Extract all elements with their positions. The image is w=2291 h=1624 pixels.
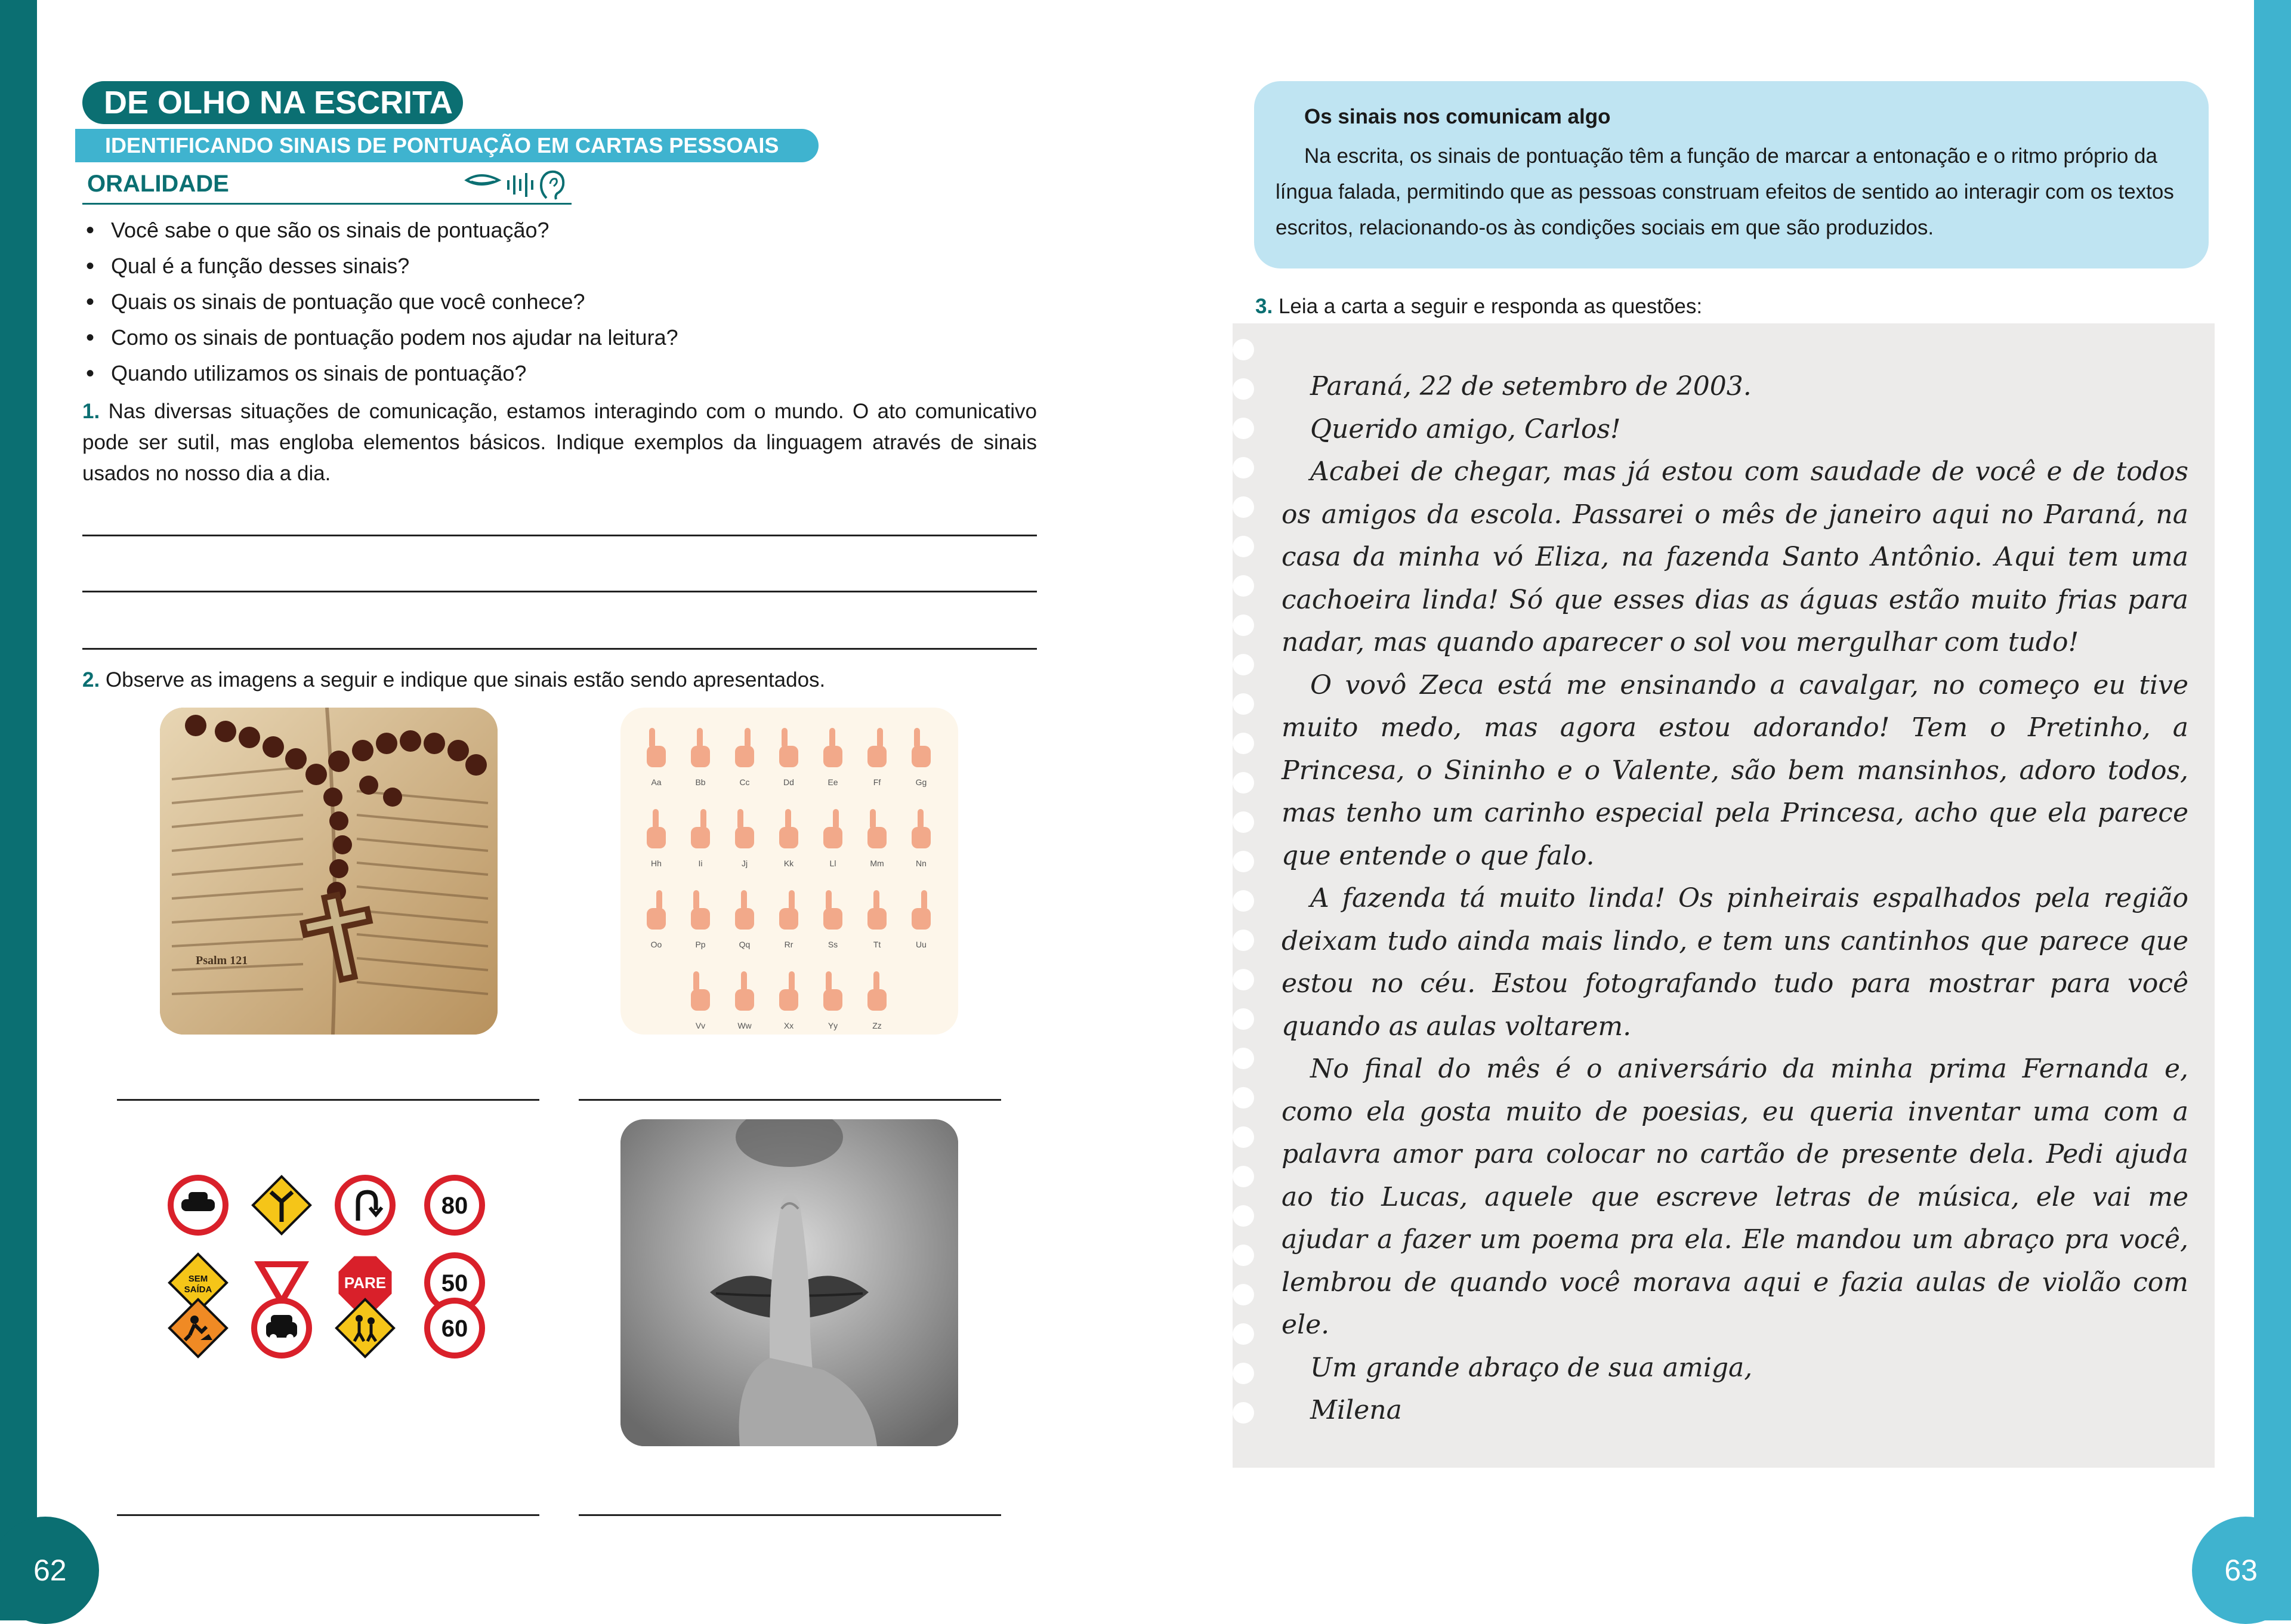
rosary-bible-image xyxy=(160,708,498,1035)
question-2 xyxy=(82,668,825,692)
alphabet-letter-label: Zz xyxy=(872,1021,882,1030)
hand-sign-ff xyxy=(867,728,887,787)
hand-sign-uu xyxy=(912,890,931,949)
info-box-title: Os sinais nos comunicam algo xyxy=(1304,105,1611,128)
answer-line[interactable] xyxy=(82,591,1037,592)
page-number-left: 62 xyxy=(0,1517,99,1624)
children-crossing-sign xyxy=(336,1299,394,1357)
margin-hole xyxy=(1233,536,1254,557)
bullet-item: • Qual é a função desses sinais? xyxy=(82,248,1037,284)
alphabet-letter-label: Jj xyxy=(741,859,748,868)
svg-text:60: 60 xyxy=(441,1316,468,1342)
alphabet-letter-label: Ww xyxy=(737,1021,752,1030)
hand-sign-mm xyxy=(867,809,887,868)
speed-limit-60-sign xyxy=(427,1301,482,1356)
sign-language-alphabet-image xyxy=(620,708,958,1035)
hand-sign-zz xyxy=(867,971,887,1030)
letter-paragraph: O vovô Zeca está me ensinando a cavalgar, no começo eu tive muito medo, mas agora estou adorando! Tem o Pretinho, a Princesa, o Sininho e o Valente, são bem mansinhos, adoro todos, mas tenho um carinho especial pela Princesa, acho que ela parece que entende o que falo. xyxy=(1282,669,2188,871)
hand-sign-vv xyxy=(691,971,710,1030)
no-overtaking-sign xyxy=(254,1301,309,1356)
hand-sign-nn xyxy=(912,809,931,868)
bible-psalm-label: Psalm 121 xyxy=(196,954,248,967)
margin-hole xyxy=(1233,1323,1254,1345)
margin-hole xyxy=(1233,1363,1254,1384)
alphabet-letter-label: Oo xyxy=(650,940,662,949)
oralidade-underline xyxy=(82,203,572,205)
letter-greeting: Querido amigo, Carlos! xyxy=(1310,413,1621,444)
alphabet-letter-label: Uu xyxy=(916,940,927,949)
margin-hole xyxy=(1233,457,1254,478)
road-works-sign xyxy=(169,1299,227,1357)
alphabet-letter-label: Xx xyxy=(783,1021,794,1030)
margin-hole xyxy=(1233,418,1254,439)
hand-sign-rr xyxy=(779,890,798,949)
hand-sign-ee xyxy=(823,728,842,787)
margin-hole xyxy=(1233,772,1254,794)
svg-text:SAÍDA: SAÍDA xyxy=(184,1285,212,1295)
hand-sign-ss xyxy=(823,890,842,949)
svg-text:PARE: PARE xyxy=(344,1274,387,1292)
alphabet-letter-label: Vv xyxy=(695,1021,706,1030)
letter-paragraph: Acabei de chegar, mas já estou com saudade de você e de todos os amigos da escola. Passarei o mês de janeiro aqui no Paraná, na casa da minha vó Eliza, na fazenda Santo Antônio. Aqui tem uma cachoeira linda! Só que esses dias as águas estão muito frias para nadar, mas quando aparecer o sol vou mergulhar com tudo! xyxy=(1282,456,2188,657)
margin-hole xyxy=(1233,890,1254,912)
question-1 xyxy=(82,396,1037,489)
margin-hole xyxy=(1233,615,1254,636)
info-box-text: Na escrita, os sinais de pontuação têm a função de marcar a entonação e o ritmo próprio da língua falada, permitindo que as pessoas construam efeitos de sentido ao interagir com os textos escritos, relacionando-os às condições sociais em que são produzidos. xyxy=(1276,144,2174,239)
question-3 xyxy=(1255,295,1702,319)
no-cars-sign xyxy=(171,1178,226,1233)
margin-hole xyxy=(1233,1245,1254,1266)
answer-line[interactable] xyxy=(82,648,1037,650)
alphabet-letter-label: Pp xyxy=(695,940,706,949)
letter-date: Paraná, 22 de setembro de 2003. xyxy=(1310,371,1752,402)
speed-limit-80-sign xyxy=(427,1178,482,1233)
section-subtitle: IDENTIFICANDO SINAIS DE PONTUAÇÃO EM CARTAS PESSOAIS xyxy=(75,129,819,162)
bullet-item: • Você sabe o que são os sinais de pontuação? xyxy=(82,212,1037,248)
page-number-right: 63 xyxy=(2192,1517,2291,1624)
alphabet-letter-label: Dd xyxy=(783,777,794,787)
margin-hole xyxy=(1233,496,1254,518)
hand-sign-kk xyxy=(779,809,798,868)
oralidade-label: ORALIDADE xyxy=(87,171,229,197)
margin-hole xyxy=(1233,851,1254,872)
letter-signature: Milena xyxy=(1310,1395,1402,1425)
question-1-number: 1. xyxy=(82,400,100,423)
right-side-bar xyxy=(2254,0,2291,1620)
answer-line[interactable] xyxy=(117,1514,539,1516)
alphabet-letter-label: Nn xyxy=(916,859,927,868)
alphabet-letter-label: Gg xyxy=(915,777,927,787)
alphabet-letter-label: Ss xyxy=(828,940,838,949)
alphabet-letter-label: Ff xyxy=(873,777,881,787)
hand-sign-tt xyxy=(867,890,887,949)
no-u-turn-sign xyxy=(338,1178,393,1233)
margin-hole xyxy=(1233,1205,1254,1227)
margin-hole xyxy=(1233,1048,1254,1069)
bullet-item: • Como os sinais de pontuação podem nos ajudar na leitura? xyxy=(82,320,1037,356)
hand-sign-gg xyxy=(912,728,931,787)
hand-sign-xx xyxy=(779,971,798,1030)
svg-text:80: 80 xyxy=(441,1193,468,1219)
margin-hole xyxy=(1233,1166,1254,1187)
hand-sign-pp xyxy=(691,890,710,949)
hand-sign-qq xyxy=(735,890,754,949)
margin-hole xyxy=(1233,693,1254,715)
margin-hole xyxy=(1233,1008,1254,1030)
alphabet-letter-label: Hh xyxy=(651,859,662,868)
margin-hole xyxy=(1233,1087,1254,1109)
speaking-ear-icon xyxy=(463,167,570,203)
margin-hole xyxy=(1233,811,1254,833)
question-3-text: Leia a carta a seguir e responda as questões: xyxy=(1278,295,1703,318)
letter-paragraph: A fazenda tá muito linda! Os pinheirais espalhados pela região deixam tudo ainda mais lindo, e tem uns cantinhos que parece que estou no céu. Estou fotografando tudo para mostrar para você quando as aulas voltarem. xyxy=(1282,883,2188,1042)
alphabet-letter-label: Rr xyxy=(784,940,793,949)
alphabet-letter-label: Ee xyxy=(828,777,838,787)
alphabet-letter-label: Yy xyxy=(828,1021,838,1030)
info-box xyxy=(1254,81,2209,268)
answer-line[interactable] xyxy=(82,535,1037,536)
margin-hole xyxy=(1233,733,1254,754)
hand-sign-ww xyxy=(735,971,754,1030)
question-2-text: Observe as imagens a seguir e indique que sinais estão sendo apresentados. xyxy=(105,668,826,691)
alphabet-letter-label: Kk xyxy=(783,859,794,868)
question-3-number: 3. xyxy=(1255,295,1273,318)
margin-hole xyxy=(1233,378,1254,400)
hand-sign-ll xyxy=(823,809,842,868)
answer-line[interactable] xyxy=(579,1514,1001,1516)
alphabet-letter-label: Cc xyxy=(739,777,750,787)
margin-hole xyxy=(1233,339,1254,360)
question-1-text: Nas diversas situações de comunicação, estamos interagindo com o mundo. O ato comunicativo pode ser sutil, mas engloba elementos básicos. Indique exemplos da linguagem através de sinais usados no nosso dia a dia. xyxy=(82,400,1037,485)
svg-text:50: 50 xyxy=(441,1270,468,1296)
alphabet-letter-label: Tt xyxy=(873,940,881,949)
answer-line[interactable] xyxy=(579,1099,1001,1101)
margin-hole xyxy=(1233,1402,1254,1424)
margin-hole xyxy=(1233,969,1254,990)
margin-hole xyxy=(1233,930,1254,951)
section-title: DE OLHO NA ESCRITA xyxy=(82,81,463,124)
hand-sign-cc xyxy=(735,728,754,787)
letter-paragraph: No final do mês é o aniversário da minha prima Fernanda e, como ela gosta muito de poesias, eu queria inventar uma com a palavra amor para colocar no cartão de presente dela. Pedi ajuda ao tio Lucas, aquele que escreve letras de música, ele vai me ajudar a fazer um poema pra ela. Ele mandou um abraço pra você, lembrou de quando você morava aqui e fazia aulas de violão com ele. xyxy=(1282,1054,2188,1340)
margin-hole xyxy=(1233,1284,1254,1305)
answer-line[interactable] xyxy=(117,1099,539,1101)
hand-sign-bb xyxy=(691,728,710,787)
oralidade-questions xyxy=(82,212,1037,391)
letter-body xyxy=(1282,365,2188,1432)
junction-sign xyxy=(253,1177,310,1234)
hand-sign-yy xyxy=(823,971,842,1030)
traffic-signs-image xyxy=(160,1163,498,1366)
left-side-bar xyxy=(0,0,37,1620)
hand-sign-oo xyxy=(647,890,666,949)
silence-gesture-image xyxy=(620,1119,958,1446)
alphabet-letter-label: Bb xyxy=(695,777,706,787)
margin-hole xyxy=(1233,654,1254,675)
hand-sign-dd xyxy=(779,728,798,787)
hand-sign-jj xyxy=(735,809,754,868)
margin-hole xyxy=(1233,575,1254,597)
alphabet-letter-label: Qq xyxy=(739,940,751,949)
hand-sign-hh xyxy=(647,809,666,868)
alphabet-letter-label: Ll xyxy=(829,859,836,868)
hand-sign-aa xyxy=(647,728,666,787)
alphabet-letter-label: Aa xyxy=(651,777,662,787)
question-2-number: 2. xyxy=(82,668,100,691)
margin-hole xyxy=(1233,1126,1254,1148)
alphabet-letter-label: Mm xyxy=(870,859,884,868)
letter-closing: Um grande abraço de sua amiga, xyxy=(1310,1352,1753,1383)
hand-sign-ii xyxy=(691,809,710,868)
svg-text:SEM: SEM xyxy=(188,1274,208,1284)
bullet-item: • Quando utilizamos os sinais de pontuação? xyxy=(82,356,1037,391)
bullet-item: • Quais os sinais de pontuação que você conhece? xyxy=(82,284,1037,320)
alphabet-letter-label: Ii xyxy=(698,859,703,868)
